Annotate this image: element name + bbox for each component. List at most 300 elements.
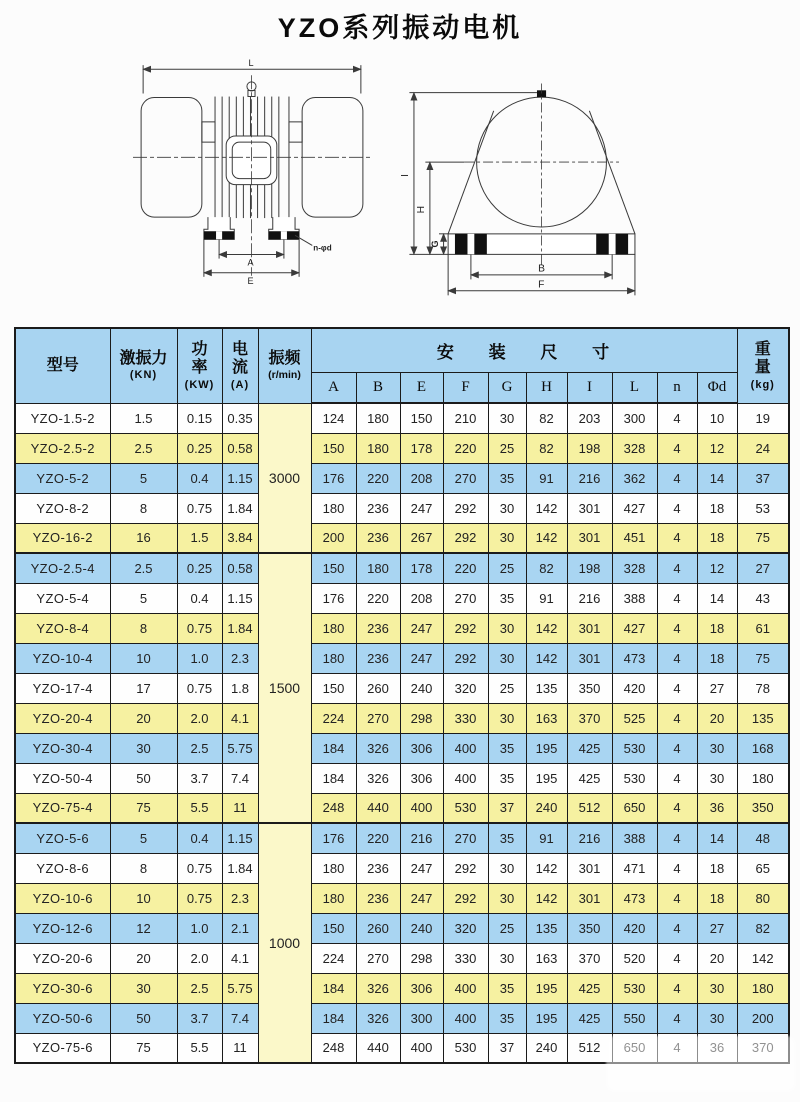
dim-cell-H: 142 (526, 853, 567, 883)
dim-cell-H: 135 (526, 913, 567, 943)
dim-cell-Φd: 18 (697, 883, 737, 913)
dim-cell-Φd: 14 (697, 583, 737, 613)
power-cell: 0.75 (177, 493, 222, 523)
power-cell: 3.7 (177, 763, 222, 793)
dim-cell-G: 30 (488, 613, 526, 643)
table-row (15, 463, 789, 493)
front-dim-L: L (248, 59, 254, 69)
dim-cell-L: 525 (612, 703, 657, 733)
current-cell: 1.15 (222, 463, 258, 493)
dim-cell-G: 25 (488, 553, 526, 583)
dim-cell-I: 216 (567, 463, 612, 493)
current-cell: 7.4 (222, 1003, 258, 1033)
dim-cell-Φd: 14 (697, 463, 737, 493)
dim-cell-A: 184 (311, 973, 356, 1003)
dim-cell-E: 150 (400, 403, 443, 433)
power-cell: 2.5 (177, 733, 222, 763)
model-cell: YZO-8-4 (15, 613, 110, 643)
dim-cell-A: 180 (311, 613, 356, 643)
dim-cell-F: 292 (443, 493, 488, 523)
dim-cell-A: 180 (311, 883, 356, 913)
dim-cell-L: 427 (612, 493, 657, 523)
dim-cell-G: 35 (488, 1003, 526, 1033)
dim-cell-A: 184 (311, 733, 356, 763)
table-row (15, 703, 789, 733)
dim-cell-I: 425 (567, 1003, 612, 1033)
weight-cell: 65 (737, 853, 789, 883)
weight-cell: 200 (737, 1003, 789, 1033)
dim-cell-E: 247 (400, 643, 443, 673)
table-row (15, 613, 789, 643)
side-dim-H: H (416, 205, 428, 214)
dim-cell-H: 240 (526, 1033, 567, 1063)
dim-cell-E: 240 (400, 913, 443, 943)
current-cell: 2.3 (222, 883, 258, 913)
dim-cell-F: 530 (443, 1033, 488, 1063)
power-cell: 0.15 (177, 403, 222, 433)
dim-cell-B: 260 (356, 913, 400, 943)
dim-cell-L: 328 (612, 553, 657, 583)
dim-cell-E: 216 (400, 823, 443, 853)
col-header-freq: 振频 (r/min) (258, 328, 311, 403)
force-cell: 20 (110, 943, 177, 973)
force-cell: 5 (110, 463, 177, 493)
current-cell: 2.3 (222, 643, 258, 673)
model-cell: YZO-5-6 (15, 823, 110, 853)
dim-cell-E: 306 (400, 973, 443, 1003)
side-view-drawing (398, 65, 660, 299)
dim-cell-E: 247 (400, 493, 443, 523)
current-cell: 4.1 (222, 943, 258, 973)
dim-cell-G: 35 (488, 823, 526, 853)
force-cell: 30 (110, 973, 177, 1003)
dim-cell-n: 4 (657, 763, 697, 793)
dim-cell-A: 150 (311, 913, 356, 943)
force-cell: 8 (110, 493, 177, 523)
force-cell: 50 (110, 1003, 177, 1033)
col-header-force: 激振力 (KN) (110, 328, 177, 403)
dim-cell-H: 195 (526, 973, 567, 1003)
dim-cell-A: 180 (311, 853, 356, 883)
spec-table (14, 327, 790, 1064)
table-row (15, 763, 789, 793)
dim-cell-E: 208 (400, 583, 443, 613)
weight-cell: 27 (737, 553, 789, 583)
dim-cell-A: 150 (311, 433, 356, 463)
model-cell: YZO-10-4 (15, 643, 110, 673)
model-cell: YZO-5-2 (15, 463, 110, 493)
force-cell: 12 (110, 913, 177, 943)
table-row (15, 883, 789, 913)
current-cell: 0.58 (222, 553, 258, 583)
dim-cell-L: 328 (612, 433, 657, 463)
dim-cell-G: 35 (488, 463, 526, 493)
front-view-drawing (133, 59, 371, 285)
dim-cell-n: 4 (657, 463, 697, 493)
weight-cell: 75 (737, 643, 789, 673)
power-cell: 5.5 (177, 1033, 222, 1063)
power-cell: 0.4 (177, 583, 222, 613)
model-cell: YZO-30-4 (15, 733, 110, 763)
weight-cell: 19 (737, 403, 789, 433)
dim-cell-F: 270 (443, 583, 488, 613)
dim-cell-n: 4 (657, 1003, 697, 1033)
dim-cell-B: 236 (356, 493, 400, 523)
power-cell: 2.0 (177, 943, 222, 973)
dim-cell-n: 4 (657, 493, 697, 523)
dim-cell-L: 471 (612, 853, 657, 883)
dim-cell-n: 4 (657, 583, 697, 613)
table-row (15, 733, 789, 763)
weight-cell: 24 (737, 433, 789, 463)
force-cell: 5 (110, 823, 177, 853)
current-cell: 1.84 (222, 613, 258, 643)
dim-cell-Φd: 30 (697, 733, 737, 763)
side-dim-G: G (429, 240, 440, 248)
dim-cell-F: 292 (443, 643, 488, 673)
dim-cell-B: 260 (356, 673, 400, 703)
dim-cell-H: 142 (526, 523, 567, 553)
technical-drawings (0, 59, 800, 307)
power-cell: 0.25 (177, 553, 222, 583)
dim-cell-Φd: 18 (697, 643, 737, 673)
col-header-L: L (612, 372, 657, 403)
dim-cell-G: 37 (488, 1033, 526, 1063)
power-cell: 3.7 (177, 1003, 222, 1033)
dim-cell-B: 270 (356, 943, 400, 973)
weight-cell: 53 (737, 493, 789, 523)
dim-cell-Φd: 27 (697, 913, 737, 943)
front-dim-E: E (247, 275, 254, 285)
front-dim-A: A (247, 257, 254, 268)
weight-cell: 350 (737, 793, 789, 823)
dim-cell-Φd: 18 (697, 853, 737, 883)
dim-cell-F: 330 (443, 703, 488, 733)
col-header-model: 型号 (15, 328, 110, 403)
table-row (15, 523, 789, 553)
dim-cell-L: 388 (612, 823, 657, 853)
dim-cell-H: 195 (526, 733, 567, 763)
spec-table-header (15, 328, 789, 403)
dim-cell-n: 4 (657, 403, 697, 433)
dim-cell-H: 163 (526, 943, 567, 973)
dim-cell-B: 180 (356, 403, 400, 433)
freq-cell: 3000 (258, 403, 311, 553)
dim-cell-A: 176 (311, 823, 356, 853)
dim-cell-E: 178 (400, 433, 443, 463)
dim-cell-G: 30 (488, 703, 526, 733)
dim-cell-H: 91 (526, 463, 567, 493)
force-cell: 8 (110, 613, 177, 643)
model-cell: YZO-2.5-2 (15, 433, 110, 463)
dim-cell-F: 292 (443, 853, 488, 883)
dim-cell-E: 247 (400, 883, 443, 913)
dim-cell-F: 400 (443, 973, 488, 1003)
table-row (15, 823, 789, 853)
col-header-weight: 重量 (kg) (737, 328, 789, 403)
spec-table-body (15, 403, 789, 1063)
dim-cell-G: 30 (488, 943, 526, 973)
current-cell: 7.4 (222, 763, 258, 793)
dim-cell-E: 306 (400, 733, 443, 763)
dim-cell-I: 425 (567, 973, 612, 1003)
dim-cell-B: 236 (356, 883, 400, 913)
table-row (15, 553, 789, 583)
dim-cell-n: 4 (657, 943, 697, 973)
dim-cell-I: 512 (567, 1033, 612, 1063)
dim-cell-A: 124 (311, 403, 356, 433)
front-holes-label: n-φd (313, 243, 332, 253)
current-cell: 1.15 (222, 823, 258, 853)
dim-cell-L: 530 (612, 763, 657, 793)
dim-cell-L: 650 (612, 793, 657, 823)
current-cell: 0.58 (222, 433, 258, 463)
current-cell: 11 (222, 793, 258, 823)
dim-cell-B: 326 (356, 1003, 400, 1033)
force-cell: 8 (110, 853, 177, 883)
power-cell: 0.75 (177, 613, 222, 643)
model-cell: YZO-20-6 (15, 943, 110, 973)
dim-cell-H: 195 (526, 763, 567, 793)
weight-cell: 43 (737, 583, 789, 613)
model-cell: YZO-17-4 (15, 673, 110, 703)
dim-cell-E: 298 (400, 703, 443, 733)
dim-cell-H: 163 (526, 703, 567, 733)
model-cell: YZO-50-4 (15, 763, 110, 793)
dim-cell-E: 400 (400, 793, 443, 823)
dim-cell-Φd: 30 (697, 973, 737, 1003)
model-cell: YZO-75-4 (15, 793, 110, 823)
col-header-I: I (567, 372, 612, 403)
dim-cell-n: 4 (657, 853, 697, 883)
dim-cell-I: 203 (567, 403, 612, 433)
table-row (15, 643, 789, 673)
dim-cell-A: 184 (311, 763, 356, 793)
dim-cell-A: 248 (311, 1033, 356, 1063)
dim-cell-F: 292 (443, 523, 488, 553)
page (0, 6, 800, 1064)
dim-cell-I: 301 (567, 643, 612, 673)
power-cell: 0.75 (177, 853, 222, 883)
dim-cell-E: 400 (400, 1033, 443, 1063)
weight-cell: 180 (737, 973, 789, 1003)
force-cell: 17 (110, 673, 177, 703)
weight-cell: 48 (737, 823, 789, 853)
model-cell: YZO-20-4 (15, 703, 110, 733)
current-cell: 5.75 (222, 733, 258, 763)
dim-cell-Φd: 36 (697, 793, 737, 823)
model-cell: YZO-8-2 (15, 493, 110, 523)
dim-cell-A: 150 (311, 553, 356, 583)
dim-cell-H: 91 (526, 583, 567, 613)
dim-cell-Φd: 18 (697, 493, 737, 523)
dim-cell-L: 473 (612, 883, 657, 913)
dim-cell-I: 350 (567, 913, 612, 943)
table-row (15, 943, 789, 973)
dim-cell-H: 82 (526, 553, 567, 583)
dim-cell-B: 236 (356, 853, 400, 883)
current-cell: 11 (222, 1033, 258, 1063)
power-cell: 2.5 (177, 973, 222, 1003)
dim-cell-L: 550 (612, 1003, 657, 1033)
force-cell: 10 (110, 643, 177, 673)
force-cell: 75 (110, 793, 177, 823)
current-cell: 0.35 (222, 403, 258, 433)
dim-cell-F: 220 (443, 433, 488, 463)
force-cell: 75 (110, 1033, 177, 1063)
dim-cell-B: 270 (356, 703, 400, 733)
dim-cell-Φd: 20 (697, 943, 737, 973)
dim-cell-F: 320 (443, 673, 488, 703)
side-dim-B: B (538, 263, 545, 275)
model-cell: YZO-16-2 (15, 523, 110, 553)
dim-cell-G: 30 (488, 643, 526, 673)
model-cell: YZO-2.5-4 (15, 553, 110, 583)
dim-cell-H: 82 (526, 433, 567, 463)
col-header-phid: Φd (697, 372, 737, 403)
model-cell: YZO-10-6 (15, 883, 110, 913)
col-header-F: F (443, 372, 488, 403)
dim-cell-n: 4 (657, 673, 697, 703)
force-cell: 30 (110, 733, 177, 763)
dim-cell-H: 142 (526, 613, 567, 643)
power-cell: 0.4 (177, 823, 222, 853)
weight-cell: 61 (737, 613, 789, 643)
dim-cell-G: 25 (488, 433, 526, 463)
dim-cell-Φd: 10 (697, 403, 737, 433)
dim-cell-Φd: 12 (697, 553, 737, 583)
dim-cell-Φd: 30 (697, 1003, 737, 1033)
dim-cell-L: 427 (612, 613, 657, 643)
power-cell: 0.4 (177, 463, 222, 493)
dim-cell-L: 388 (612, 583, 657, 613)
current-cell: 1.8 (222, 673, 258, 703)
dim-cell-H: 142 (526, 643, 567, 673)
power-cell: 0.25 (177, 433, 222, 463)
force-cell: 20 (110, 703, 177, 733)
table-row (15, 673, 789, 703)
dim-cell-G: 35 (488, 583, 526, 613)
dim-cell-I: 350 (567, 673, 612, 703)
dim-cell-B: 440 (356, 1033, 400, 1063)
weight-cell: 75 (737, 523, 789, 553)
dim-cell-L: 420 (612, 913, 657, 943)
dim-cell-I: 198 (567, 553, 612, 583)
dim-cell-A: 180 (311, 643, 356, 673)
dim-cell-B: 326 (356, 733, 400, 763)
dim-cell-Φd: 14 (697, 823, 737, 853)
dim-cell-E: 247 (400, 613, 443, 643)
power-cell: 1.0 (177, 643, 222, 673)
dim-cell-E: 240 (400, 673, 443, 703)
dim-cell-n: 4 (657, 973, 697, 1003)
dim-cell-G: 35 (488, 733, 526, 763)
dim-cell-F: 292 (443, 883, 488, 913)
dim-cell-F: 320 (443, 913, 488, 943)
model-cell: YZO-12-6 (15, 913, 110, 943)
side-dim-I: I (400, 174, 412, 177)
dim-cell-F: 330 (443, 943, 488, 973)
col-header-install-dims: 安 装 尺 寸 (311, 328, 737, 372)
col-header-current: 电流 (A) (222, 328, 258, 403)
watermark (606, 1036, 796, 1092)
dim-cell-n: 4 (657, 643, 697, 673)
dim-cell-Φd: 27 (697, 673, 737, 703)
side-dim-F: F (538, 279, 545, 291)
dim-cell-B: 326 (356, 973, 400, 1003)
dim-cell-F: 400 (443, 733, 488, 763)
dim-cell-I: 301 (567, 883, 612, 913)
dim-cell-E: 267 (400, 523, 443, 553)
dim-cell-L: 530 (612, 973, 657, 1003)
dim-cell-Φd: 18 (697, 613, 737, 643)
model-cell: YZO-8-6 (15, 853, 110, 883)
dim-cell-E: 306 (400, 763, 443, 793)
col-header-E: E (400, 372, 443, 403)
current-cell: 4.1 (222, 703, 258, 733)
force-cell: 16 (110, 523, 177, 553)
power-cell: 1.0 (177, 913, 222, 943)
dim-cell-n: 4 (657, 883, 697, 913)
dim-cell-I: 301 (567, 493, 612, 523)
table-row (15, 493, 789, 523)
dim-cell-I: 198 (567, 433, 612, 463)
dim-cell-I: 301 (567, 853, 612, 883)
dim-cell-B: 220 (356, 463, 400, 493)
dim-cell-G: 35 (488, 973, 526, 1003)
dim-cell-B: 440 (356, 793, 400, 823)
dim-cell-F: 270 (443, 823, 488, 853)
dim-cell-F: 220 (443, 553, 488, 583)
force-cell: 10 (110, 883, 177, 913)
dim-cell-I: 370 (567, 943, 612, 973)
table-row (15, 403, 789, 433)
dim-cell-L: 420 (612, 673, 657, 703)
table-row (15, 1003, 789, 1033)
dim-cell-n: 4 (657, 613, 697, 643)
dim-cell-I: 301 (567, 613, 612, 643)
current-cell: 1.84 (222, 493, 258, 523)
dim-cell-A: 184 (311, 1003, 356, 1033)
dim-cell-B: 220 (356, 823, 400, 853)
dim-cell-L: 300 (612, 403, 657, 433)
table-row (15, 793, 789, 823)
dim-cell-A: 224 (311, 943, 356, 973)
dim-cell-B: 326 (356, 763, 400, 793)
dim-cell-A: 150 (311, 673, 356, 703)
weight-cell: 180 (737, 763, 789, 793)
dim-cell-B: 180 (356, 553, 400, 583)
col-header-G: G (488, 372, 526, 403)
dim-cell-I: 216 (567, 823, 612, 853)
force-cell: 5 (110, 583, 177, 613)
force-cell: 2.5 (110, 433, 177, 463)
page-title: YZO系列振动电机 (277, 13, 523, 43)
current-cell: 2.1 (222, 913, 258, 943)
dim-cell-n: 4 (657, 733, 697, 763)
model-cell: YZO-50-6 (15, 1003, 110, 1033)
power-cell: 2.0 (177, 703, 222, 733)
table-row (15, 913, 789, 943)
dim-cell-G: 25 (488, 913, 526, 943)
dim-cell-H: 91 (526, 823, 567, 853)
power-cell: 1.5 (177, 523, 222, 553)
table-row (15, 433, 789, 463)
table-row (15, 853, 789, 883)
col-header-n: n (657, 372, 697, 403)
dim-cell-n: 4 (657, 433, 697, 463)
force-cell: 2.5 (110, 553, 177, 583)
